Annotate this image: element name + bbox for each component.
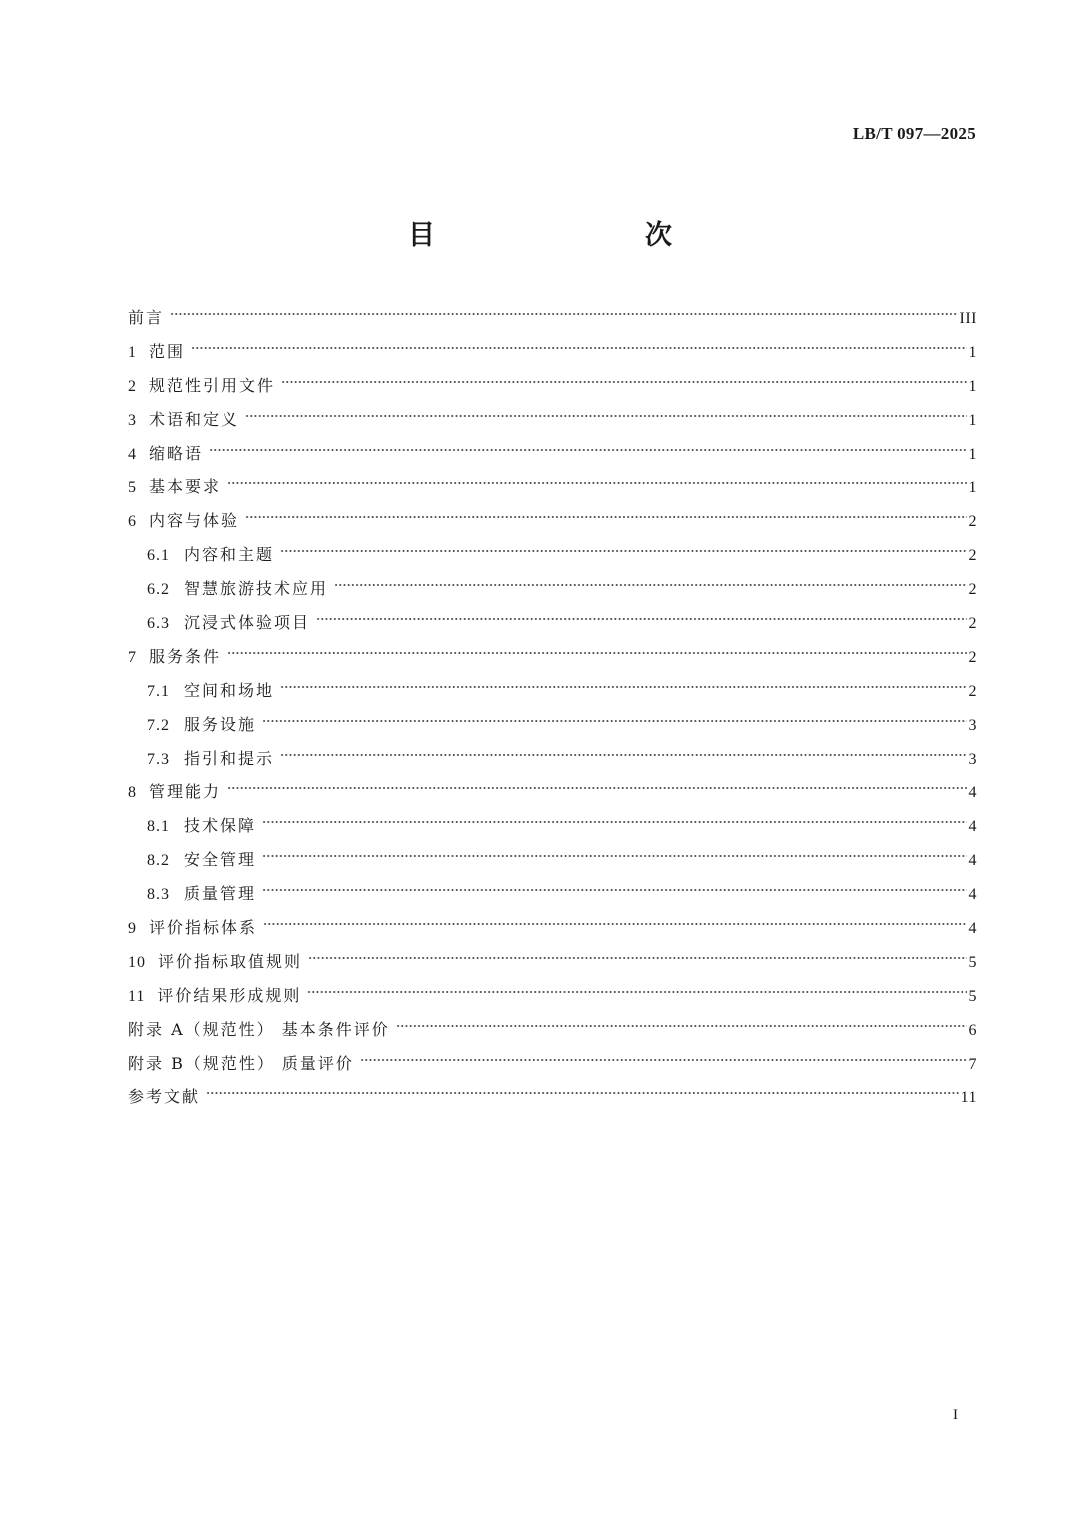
toc-entry-number: 3 (128, 411, 137, 429)
toc-entry[interactable] (128, 369, 977, 403)
dot-leader (262, 889, 966, 891)
toc-entry-number: 6.3 (147, 615, 170, 633)
toc-entry[interactable] (128, 809, 977, 843)
toc-entry-number: 8.3 (147, 886, 170, 904)
toc-entry[interactable] (128, 301, 977, 335)
toc-entry-number: 7.2 (147, 716, 170, 734)
dot-leader (209, 449, 966, 451)
toc-entry-title: 评价指标体系 (149, 918, 258, 938)
toc-entry-page: 6 (968, 1021, 977, 1039)
toc-entry[interactable] (128, 742, 977, 776)
dot-leader (170, 313, 958, 315)
toc-entry-number: 1 (128, 343, 137, 361)
toc-entry-title: 基本要求 (149, 477, 222, 497)
toc-entry-title: 技术保障 (184, 816, 257, 836)
toc-entry-title: 参考文献 (128, 1087, 201, 1107)
toc-entry-number: 8.1 (147, 818, 170, 836)
toc-entry[interactable] (128, 640, 977, 674)
toc-entry-number: 6.1 (147, 547, 170, 565)
toc-entry[interactable] (128, 911, 977, 945)
toc-entry-page: 5 (968, 987, 977, 1005)
toc-entry-title: 缩略语 (149, 443, 204, 463)
toc-entry-page: 4 (968, 920, 977, 938)
toc-entry-title: 前言 (128, 308, 165, 327)
standard-code: LB/T 097—2025 (852, 124, 976, 143)
toc-entry-page: 11 (960, 1089, 977, 1107)
toc-entry-number: 11 (128, 987, 146, 1005)
dot-leader (191, 347, 966, 349)
dot-leader (280, 550, 966, 552)
toc-entry[interactable] (128, 945, 977, 979)
dot-leader (206, 1092, 959, 1094)
dot-leader (281, 381, 966, 383)
toc-entry-title: 评价结果形成规则 (157, 985, 302, 1005)
toc-entry-page: 3 (968, 750, 977, 768)
toc-entry-number: 6 (128, 513, 137, 531)
toc-entry[interactable] (128, 979, 977, 1013)
toc-entry[interactable] (128, 470, 977, 504)
toc-entry-page: 1 (968, 445, 977, 463)
toc-entry-number: 8.2 (147, 852, 170, 870)
page-number: I (953, 1407, 958, 1423)
toc-entry[interactable] (128, 843, 977, 877)
toc-entry[interactable] (128, 606, 977, 640)
toc-entry-title: 智慧旅游技术应用 (184, 579, 329, 599)
toc-entry-number: 6.2 (147, 581, 170, 599)
toc-entry-number: 7.3 (147, 750, 170, 768)
toc-entry-title: 内容和主题 (184, 545, 275, 565)
dot-leader (280, 754, 966, 756)
toc-entry-title: 指引和提示 (184, 748, 275, 768)
toc-entry-page: 1 (968, 411, 977, 429)
toc-entry-page: 2 (968, 513, 977, 531)
toc-entry-page: 1 (968, 377, 977, 395)
toc-entry-title: 评价指标取值规则 (158, 951, 303, 971)
toc-entry-number: 8 (128, 784, 137, 802)
dot-leader (396, 1025, 967, 1027)
toc-entry-title: 服务条件 (149, 646, 222, 666)
toc-entry-title: 附录 B（规范性） 质量评价 (128, 1053, 354, 1073)
toc-entry-page: 4 (968, 886, 977, 904)
toc-entry[interactable] (128, 538, 977, 572)
toc-entry-title: 质量管理 (184, 884, 257, 904)
toc-entry-page: 2 (968, 682, 977, 700)
dot-leader (360, 1059, 967, 1061)
toc-entry-page: III (959, 310, 977, 327)
toc-entry[interactable] (128, 1080, 977, 1114)
toc-entry-page: 2 (968, 581, 977, 599)
toc-entry[interactable] (128, 1047, 977, 1081)
toc-entry-page: 1 (968, 343, 977, 361)
toc-entry-page: 2 (968, 648, 977, 666)
toc-entry-page: 2 (968, 547, 977, 565)
toc-entry[interactable] (128, 572, 977, 606)
toc-entry-page: 7 (968, 1055, 977, 1073)
dot-leader (308, 957, 966, 959)
toc-entry-page: 4 (968, 784, 977, 802)
toc-entry-number: 4 (128, 445, 137, 463)
dot-leader (263, 923, 966, 925)
toc-entry-number: 5 (128, 479, 137, 497)
toc-entry-title: 沉浸式体验项目 (184, 613, 311, 633)
dot-leader (262, 720, 966, 722)
toc-entry-title: 范围 (149, 341, 186, 361)
toc-entry-title: 术语和定义 (149, 409, 240, 429)
dot-leader (227, 787, 966, 789)
toc-entry-number: 9 (128, 920, 137, 938)
toc-entry-title: 管理能力 (149, 782, 222, 802)
toc-entry-page: 3 (968, 716, 977, 734)
dot-leader (262, 855, 966, 857)
dot-leader (227, 652, 966, 654)
toc-entry-page: 5 (968, 953, 977, 971)
toc-entry-page: 1 (968, 479, 977, 497)
dot-leader (334, 584, 966, 586)
dot-leader (262, 821, 966, 823)
toc-entry[interactable] (128, 708, 977, 742)
toc-entry-page: 4 (968, 818, 977, 836)
toc-entry-title: 附录 A（规范性） 基本条件评价 (128, 1019, 390, 1039)
toc-entry-title: 空间和场地 (184, 680, 275, 700)
page-title: 目 次 (408, 220, 724, 251)
toc-entry-number: 2 (128, 377, 137, 395)
toc-entry-number: 7.1 (147, 682, 170, 700)
toc-entry-page: 2 (968, 615, 977, 633)
toc-entry[interactable] (128, 877, 977, 911)
toc-entry-title: 规范性引用文件 (149, 375, 276, 395)
toc-entry[interactable] (128, 437, 977, 471)
toc-entry-title: 服务设施 (184, 714, 257, 734)
toc-entry[interactable] (128, 1013, 977, 1047)
toc-entry[interactable] (128, 775, 977, 809)
toc-entry-title: 内容与体验 (149, 511, 240, 531)
dot-leader (307, 991, 966, 993)
dot-leader (245, 516, 966, 518)
toc-entry[interactable] (128, 403, 977, 437)
toc-entry-number: 7 (128, 648, 137, 666)
toc-entry-page: 4 (968, 852, 977, 870)
toc-entry[interactable] (128, 504, 977, 538)
toc-entry-number: 10 (128, 953, 146, 971)
toc-entry[interactable] (128, 335, 977, 369)
table-of-contents (128, 301, 977, 1114)
dot-leader (280, 686, 966, 688)
dot-leader (245, 415, 966, 417)
toc-entry[interactable] (128, 674, 977, 708)
dot-leader (227, 482, 966, 484)
dot-leader (316, 618, 966, 620)
toc-entry-title: 安全管理 (184, 850, 257, 870)
